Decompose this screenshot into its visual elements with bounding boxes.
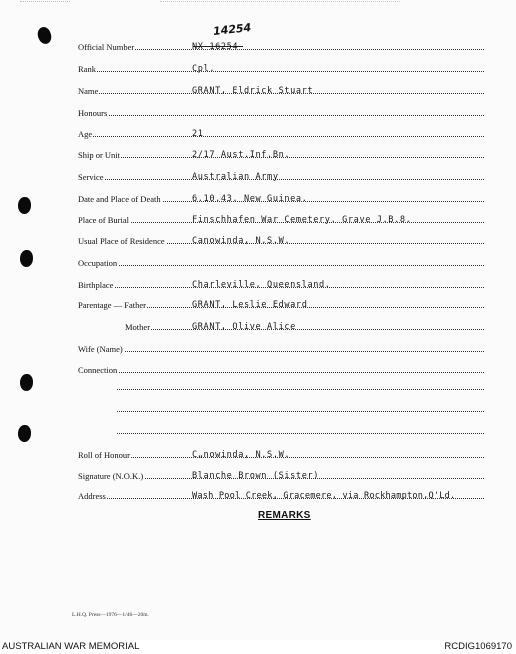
field-label: Signature (N.O.K.) — [78, 471, 144, 481]
field-label: Service — [78, 172, 104, 182]
field-age — [78, 125, 484, 141]
field-roll-of-honour — [78, 446, 484, 462]
field-value: 21 — [192, 129, 204, 139]
scan-edge-mark — [20, 1, 70, 2]
field-label: Connection — [78, 365, 118, 375]
connection-line — [117, 411, 484, 412]
field-mother — [125, 318, 484, 334]
field-occupation — [78, 254, 484, 270]
field-value: Australian Army — [192, 172, 279, 182]
field-label: Place of Burial — [78, 215, 129, 225]
field-value: Charleville, Queensland. — [192, 280, 331, 290]
field-label: Usual Place of Residence — [78, 236, 165, 246]
field-value: Finschhafen War Cemetery. Grave J.B.8. — [192, 215, 412, 225]
field-label: Occupation — [78, 258, 118, 268]
dotted-line — [78, 179, 484, 180]
field-label: Name — [78, 86, 99, 96]
footer-record-id: RCDIG1069170 — [444, 641, 512, 652]
field-value: GRANT, Leslie Edward — [192, 300, 308, 310]
punch-hole — [18, 197, 31, 214]
punch-hole — [18, 425, 31, 442]
field-value: C„nowinda, N.S.W. — [192, 450, 291, 460]
footer-source: AUSTRALIAN WAR MEMORIAL — [2, 641, 140, 652]
field-honours — [78, 104, 484, 120]
field-label: Address — [78, 491, 106, 501]
field-father — [78, 296, 484, 312]
dotted-line — [78, 351, 484, 352]
remarks-heading: REMARKS — [258, 510, 311, 521]
printer-imprint: L.H.Q. Press—1976—1/46—20m. — [72, 612, 149, 618]
handwritten-number: 14254 — [212, 21, 252, 38]
connection-line — [117, 433, 484, 434]
field-label: Roll of Honour — [78, 450, 130, 460]
field-place-of-burial — [78, 211, 484, 227]
dotted-line — [125, 329, 484, 330]
field-rank — [78, 60, 484, 76]
dotted-line — [78, 265, 484, 266]
field-wife — [78, 340, 484, 356]
dotted-line — [78, 49, 484, 50]
field-label: Age — [78, 129, 93, 139]
punch-hole — [35, 25, 53, 45]
field-label: Parentage — Father — [78, 300, 146, 310]
field-label: Mother — [125, 322, 151, 332]
dotted-line — [78, 71, 484, 72]
scan-edge-mark — [160, 1, 400, 2]
field-value: GRANT, Olive Alice — [192, 322, 296, 332]
field-ship-or-unit — [78, 146, 484, 162]
field-value: 2/17 Aust.Inf.Bn. — [192, 150, 291, 160]
field-value: GRANT, Eldrick Stuart — [192, 86, 314, 96]
field-value: Wash Pool Creek, Gracemere, via Rockhampton,Q'Ld. — [192, 491, 456, 501]
field-value: Blanche Brown (Sister) — [192, 471, 320, 481]
field-label: Ship or Unit — [78, 150, 121, 160]
field-connection — [78, 361, 484, 377]
field-label: Wife (Name) — [78, 344, 123, 354]
field-official-number — [78, 38, 484, 54]
dotted-line — [78, 372, 484, 373]
dotted-line — [78, 115, 484, 116]
field-service — [78, 168, 484, 184]
field-name — [78, 82, 484, 98]
field-label: Birthplace — [78, 280, 114, 290]
dotted-line — [78, 136, 484, 137]
field-address — [78, 487, 484, 503]
field-value: 6.10.43. New Guinea. — [192, 194, 308, 204]
field-label: Official Number — [78, 42, 135, 52]
field-date-place-of-death — [78, 190, 484, 206]
field-label: Rank — [78, 64, 96, 74]
punch-hole — [20, 250, 33, 267]
field-usual-residence — [78, 232, 484, 248]
field-value: NX 16254 — [192, 42, 239, 52]
field-label: Date and Place of Death — [78, 194, 161, 204]
connection-line — [117, 389, 484, 390]
field-value: Canowinda, N.S.W. — [192, 236, 291, 246]
field-signature — [78, 467, 484, 483]
field-birthplace — [78, 276, 484, 292]
punch-hole — [20, 374, 33, 391]
field-label: Honours — [78, 108, 108, 118]
field-value: Cpl. — [192, 64, 216, 74]
archive-footer — [0, 640, 516, 654]
